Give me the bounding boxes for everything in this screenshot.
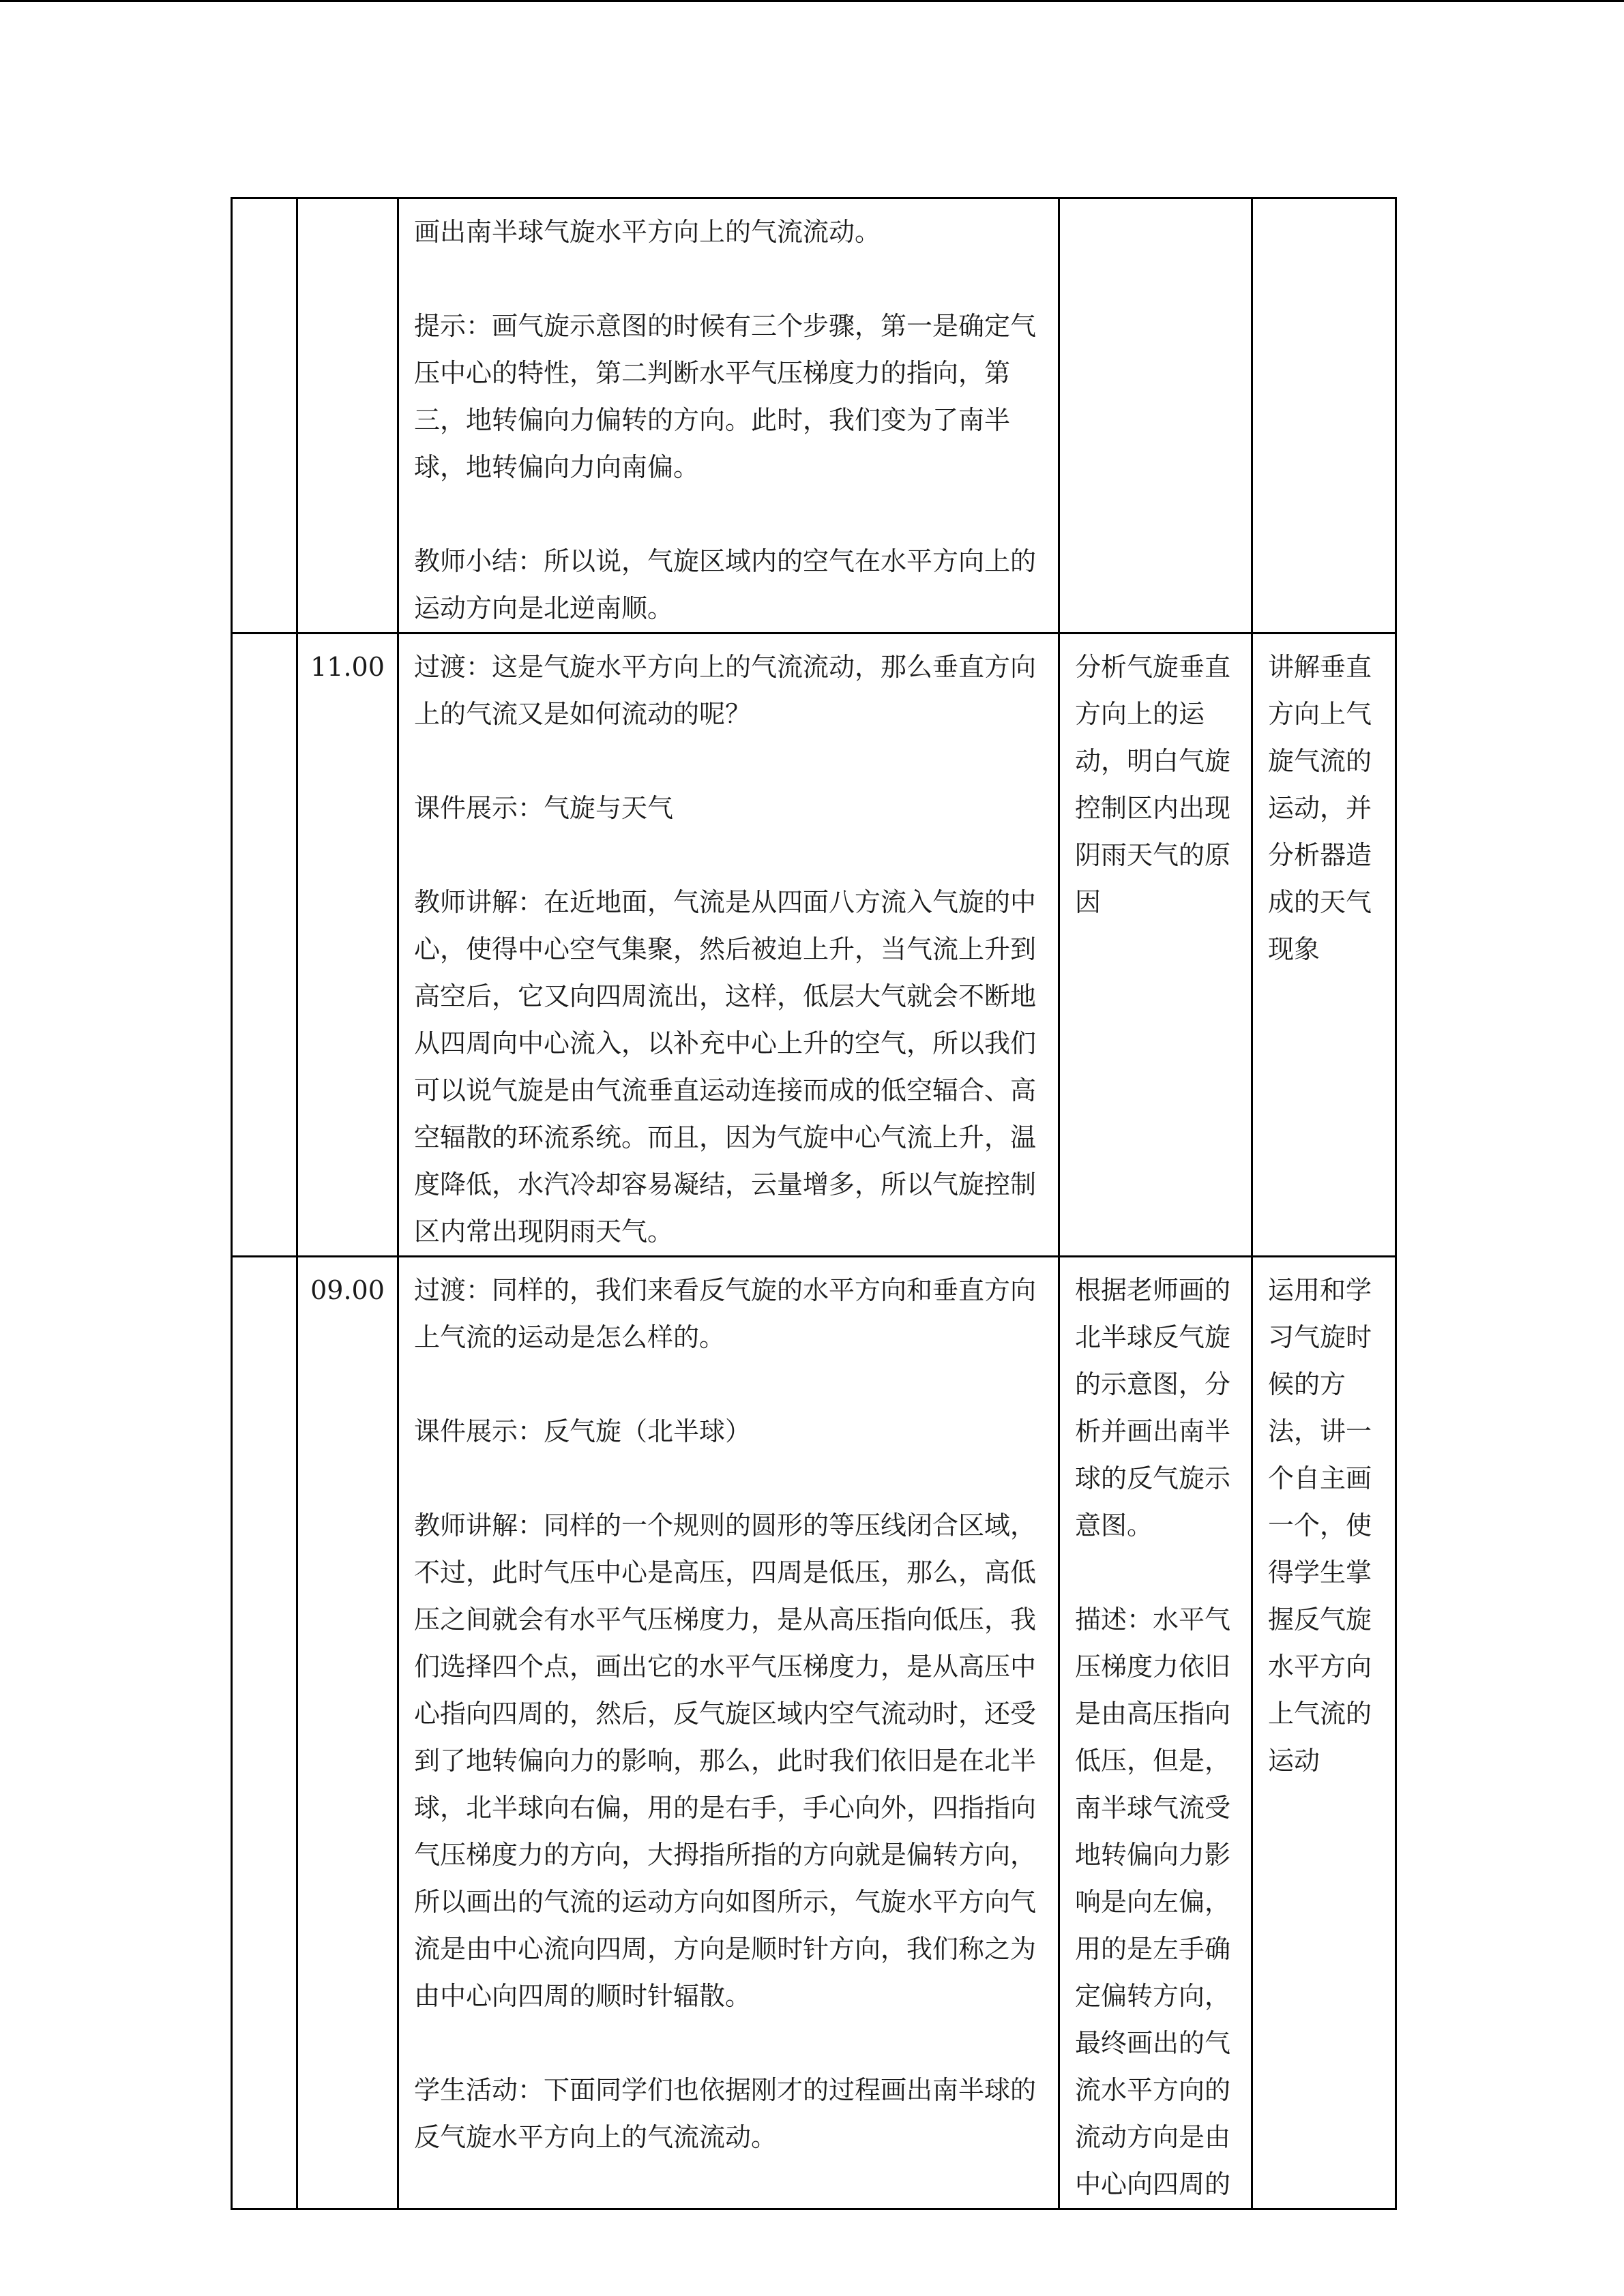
- table-row-1: [232, 198, 1396, 633]
- row-1-blank-cell: [232, 198, 297, 633]
- row-1-student-cell: [1059, 198, 1252, 633]
- row-3-student-cell: [1059, 1257, 1252, 2209]
- row-3-time-cell: [297, 1257, 398, 2209]
- row-2-content-para-3: 教师讲解：在近地面，气流是从四面八方流入气旋的中心，使得中心空气集聚，然后被迫上升，当气流上升到高空后，它又向四周流出，这样，低层大气就会不断地从四周向中心流入，以补充中心上升的空气，所以我们可以说气旋是由气流垂直运动连接而成的低空辐合、高空辐散的环流系统。而且，因为气旋中心气流上升，温度降低，水汽冷却容易凝结，云量增多，所以气旋控制区内常出现阴雨天气。: [414, 887, 1037, 1247]
- row-1-intent-cell: [1252, 198, 1396, 633]
- row-3-intent-cell: [1252, 1257, 1396, 2209]
- page-top-border: [0, 0, 1624, 2]
- row-1-content-para-1: 画出南半球气旋水平方向上的气流流动。: [414, 217, 881, 247]
- row-3-student-text-2: 描述：水平气压梯度力依旧是由高压指向低压，但是，南半球气流受地转偏向力影响是向左偏，用的是左手确定偏转方向，最终画出的气流水平方向的流动方向是由中心向四周的: [1075, 1605, 1231, 2199]
- row-2-student-text: 分析气旋垂直方向上的运动，明白气旋控制区内出现阴雨天气的原因: [1075, 652, 1231, 917]
- row-3-content-para-3: 教师讲解：同样的一个规则的圆形的等压线闭合区域，不过，此时气压中心是高压，四周是低压，那么，高低压之间就会有水平气压梯度力，是从高压指向低压，我们选择四个点，画出它的水平气压梯度力，是从高压中心指向四周的，然后，反气旋区域内空气流动时，还受到了地转偏向力的影响，那么，此时我们依旧是在北半球，北半球向右偏，用的是右手，手心向外，四指指向气压梯度力的方向，大拇指所指的方向就是偏转方向，所以画出的气流的运动方向如图所示，气旋水平方向气流是由中心流向四周，方向是顺时针方向，我们称之为由中心向四周的顺时针辐散。: [414, 1510, 1037, 2011]
- row-2-intent-cell: [1252, 633, 1396, 1257]
- row-2-content-cell: [398, 633, 1059, 1257]
- row-3-content-para-1: 过渡：同样的，我们来看反气旋的水平方向和垂直方向上气流的运动是怎么样的。: [414, 1275, 1037, 1352]
- row-2-student-cell: [1059, 633, 1252, 1257]
- row-2-blank-cell: [232, 633, 297, 1257]
- row-2-content-para-1: 过渡：这是气旋水平方向上的气流流动，那么垂直方向上的气流又是如何流动的呢？: [414, 652, 1037, 729]
- lesson-plan-table: [231, 197, 1397, 2210]
- row-3-content-cell: [398, 1257, 1059, 2209]
- row-3-time: 09.00: [310, 1275, 385, 1305]
- row-3-content-para-2: 课件展示：反气旋（北半球）: [414, 1416, 752, 1446]
- row-1-content-para-2: 提示：画气旋示意图的时候有三个步骤，第一是确定气压中心的特性，第二判断水平气压梯度力的指向，第三，地转偏向力偏转的方向。此时，我们变为了南半球，地转偏向力向南偏。: [414, 311, 1037, 482]
- row-3-intent-text: 运用和学习气旋时候的方法，讲一个自主画一个，使得学生掌握反气旋水平方向上气流的运动: [1268, 1275, 1372, 1776]
- row-1-content-para-3: 教师小结：所以说，气旋区域内的空气在水平方向上的运动方向是北逆南顺。: [414, 546, 1037, 623]
- row-1-content-cell: [398, 198, 1059, 633]
- row-2-time: 11.00: [310, 652, 385, 682]
- table-row-3: [232, 1257, 1396, 2209]
- row-2-content-para-2: 课件展示：气旋与天气: [414, 793, 674, 823]
- row-2-time-cell: [297, 633, 398, 1257]
- row-3-student-text-1: 根据老师画的北半球反气旋的示意图，分析并画出南半球的反气旋示意图。: [1075, 1275, 1231, 1540]
- row-3-blank-cell: [232, 1257, 297, 2209]
- row-1-time-cell: [297, 198, 398, 633]
- row-2-intent-text: 讲解垂直方向上气旋气流的运动，并分析器造成的天气现象: [1268, 652, 1372, 964]
- row-3-content-para-4: 学生活动：下面同学们也依据刚才的过程画出南半球的反气旋水平方向上的气流流动。: [414, 2075, 1037, 2152]
- table-row-2: [232, 633, 1396, 1257]
